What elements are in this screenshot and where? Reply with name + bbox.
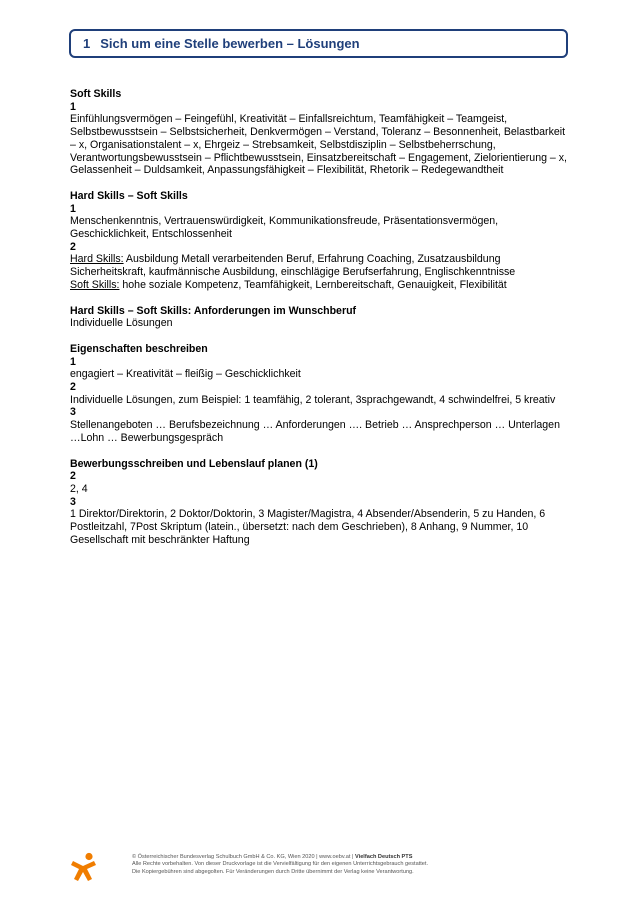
publisher-logo-icon	[70, 852, 98, 882]
answer-text: Menschenkenntnis, Vertrauenswürdigkeit, Kommunikationsfreude, Präsentationsvermögen, Geschicklichkeit, Entschlossenheit	[70, 215, 499, 241]
soft-skills-label: Soft Skills:	[70, 278, 120, 291]
question-number: 2	[70, 470, 76, 483]
question-number: 3	[70, 495, 76, 508]
content	[70, 88, 570, 560]
answer-hard-skills	[70, 253, 570, 278]
section-soft-skills	[70, 88, 570, 177]
question-number: 1	[70, 100, 76, 113]
section-title: Bewerbungsschreiben und Lebenslauf planen (1)	[70, 457, 318, 470]
page-header	[69, 29, 568, 58]
question-number: 2	[70, 381, 76, 394]
section-bewerbung	[70, 458, 570, 547]
section-wunschberuf	[70, 305, 570, 330]
section-hard-soft-skills	[70, 190, 570, 292]
answer-text: Individuelle Lösungen, zum Beispiel: 1 teamfähig, 2 tolerant, 3sprachgewandt, 4 schwindelfrei, 5 kreativ	[70, 393, 556, 406]
footer-product: Vielfach Deutsch PTS	[355, 854, 413, 860]
hard-skills-label: Hard Skills:	[70, 253, 124, 266]
answer-text: Stellenangeboten … Berufsbezeichnung … Anforderungen …. Betrieb … Ansprechperson … Unterlagen …Lohn … Bewerbungsgespräch	[70, 419, 560, 444]
chapter-number: 1	[83, 36, 91, 51]
section-title: Soft Skills	[70, 88, 122, 100]
footer	[132, 854, 572, 876]
page-title: Sich um eine Stelle bewerben – Lösungen	[100, 36, 360, 51]
question-number: 2	[70, 240, 76, 253]
footer-fees: Die Kopiergebühren sind abgegolten. Für Veränderungen durch Dritte übernimmt der Verlag keine Verantwortung.	[132, 868, 414, 875]
answer-soft-skills	[70, 279, 570, 292]
answer-text: Einfühlungsvermögen – Feingefühl, Kreativität – Einfallsreichtum, Teamfähigkeit – Teamgeist, Selbstbewusstsein – Selbstsicherheit, Denkvermögen – Verstand, Toleranz – Besonnenheit, Belastbarkeit – x, Organisationstalent – x, Ehrgeiz – Strebsamkeit, Selbstdisziplin – Selbstbeherrschung, Verantwortungsbewusstsein – Pflichtbewusstsein, Einsatzbereitschaft – Engagement, Zielorientierung – x, Gelassenheit – Duldsamkeit, Anpassungsfähigkeit – Flexibilität, Rhetorik – Redegewandtheit	[70, 113, 568, 177]
footer-copyright: © Österreichischer Bundesverlag Schulbuch GmbH & Co. KG, Wien 2020 | www.oebv.at | Vielfach Deutsch PTS	[132, 854, 413, 860]
section-title: Hard Skills – Soft Skills: Anforderungen im Wunschberuf	[70, 304, 357, 317]
answer-text: Individuelle Lösungen	[70, 317, 173, 330]
soft-skills-text: hohe soziale Kompetenz, Teamfähigkeit, Lernbereitschaft, Genauigkeit, Flexibilität	[119, 278, 507, 291]
answer-text: engagiert – Kreativität – fleißig – Geschicklichkeit	[70, 368, 301, 381]
section-title: Hard Skills – Soft Skills	[70, 189, 188, 202]
question-number: 1	[70, 355, 76, 368]
answer-text: 1 Direktor/Direktorin, 2 Doktor/Doktorin, 3 Magister/Magistra, 4 Absender/Absenderin, 5 zu Handen, 6 Postleitzahl, 7Post Skriptum (latein., übersetzt: nach dem Geschrieben), 8 Anhang, 9 Nummer, 10 Gesellschaft mit beschränkter Haftung	[70, 508, 546, 546]
answer-text: 2, 4	[70, 482, 88, 495]
question-number: 1	[70, 202, 76, 215]
footer-rights: Alle Rechte vorbehalten. Von dieser Druckvorlage ist die Vervielfältigung für den eigenen Unterrichtsgebrauch gestattet.	[132, 861, 429, 868]
section-title: Eigenschaften beschreiben	[70, 342, 208, 355]
section-eigenschaften	[70, 343, 570, 445]
hard-skills-text: Ausbildung Metall verarbeitenden Beruf, Erfahrung Coaching, Zusatzausbildung Sicherheitskraft, kaufmännische Ausbildung, einschlägige Berufserfahrung, Englischkenntnisse	[70, 253, 516, 279]
question-number: 3	[70, 406, 76, 419]
